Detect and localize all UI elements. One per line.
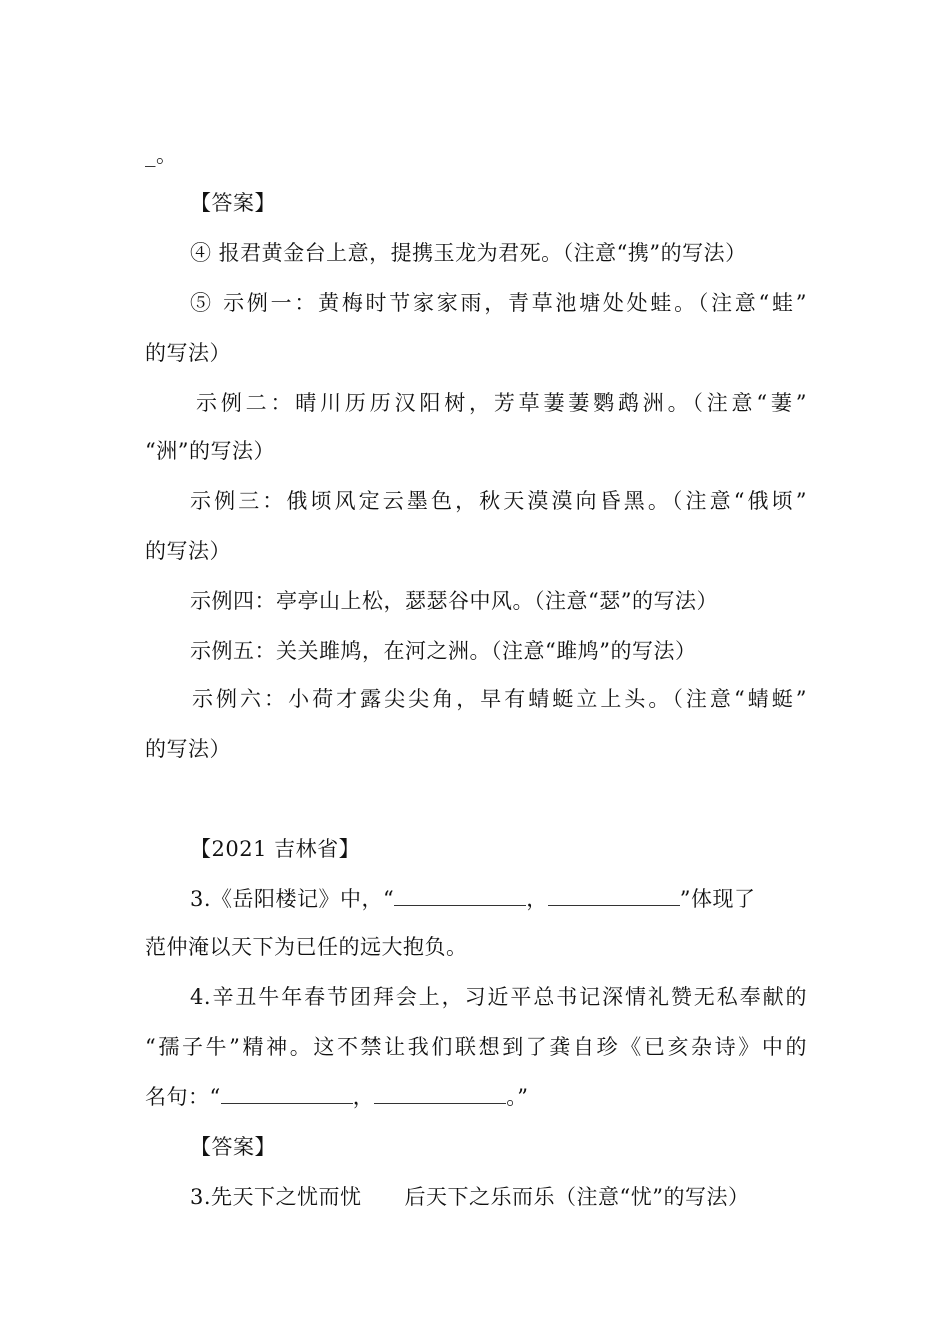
question-text: 名句：“ (145, 1085, 221, 1109)
question-4-line-3 (145, 1082, 529, 1112)
answer-line: 的写法） (145, 539, 231, 563)
answer-line: 的写法） (145, 341, 231, 365)
answer-heading: 【答案】 (190, 191, 276, 215)
answer-line: ④ 报君黄金台上意，提携玉龙为君死。（注意“携”的写法） (190, 241, 747, 265)
question-text: 3.《岳阳楼记》中，“ (190, 887, 395, 911)
answer-heading: 【答案】 (190, 1135, 276, 1159)
answer-line: ⑤ 示例一：黄梅时节家家雨，青草池塘处处蛙。（注意“蛙” (190, 291, 807, 315)
question-text: 。” (506, 1085, 529, 1109)
answer-line: 的写法） (145, 737, 231, 761)
question-3-line-1 (190, 884, 756, 914)
question-4-line-1: 4.辛丑牛年春节团拜会上，习近平总书记深情礼赞无私奉献的 (190, 985, 807, 1009)
answer-line: 示例三：俄顷风定云墨色，秋天漠漠向昏黑。（注意“俄顷” (190, 489, 807, 513)
question-text: ， (526, 887, 548, 911)
question-text: ”体现了 (679, 887, 756, 911)
answer-blank (374, 1085, 506, 1104)
answer-blank (394, 887, 526, 906)
section-heading: 【2021 吉林省】 (190, 837, 361, 861)
top-fragment: _。 (145, 143, 178, 167)
answer-line: “洲”的写法） (145, 439, 275, 463)
question-4-line-2: “孺子牛”精神。这不禁让我们联想到了龚自珍《已亥杂诗》中的 (145, 1035, 807, 1059)
answer-line: 示例二：晴川历历汉阳树，芳草萋萋鹦鹉洲。（注意“萋” (196, 391, 807, 415)
question-text: ， (352, 1085, 375, 1109)
answer-line: 示例五：关关雎鸠，在河之洲。（注意“雎鸠”的写法） (190, 639, 697, 663)
answer-line: 3.先天下之忧而忧 后天下之乐而乐（注意“忧”的写法） (190, 1185, 750, 1209)
answer-line: 示例六：小荷才露尖尖角，早有蜻蜓立上头。（注意“蜻蜓” (192, 687, 807, 711)
answer-blank (548, 887, 680, 906)
answer-blank (221, 1085, 353, 1104)
answer-line: 示例四：亭亭山上松，瑟瑟谷中风。（注意“瑟”的写法） (190, 589, 718, 613)
question-3-line-2: 范仲淹以天下为已任的远大抱负。 (145, 935, 468, 959)
